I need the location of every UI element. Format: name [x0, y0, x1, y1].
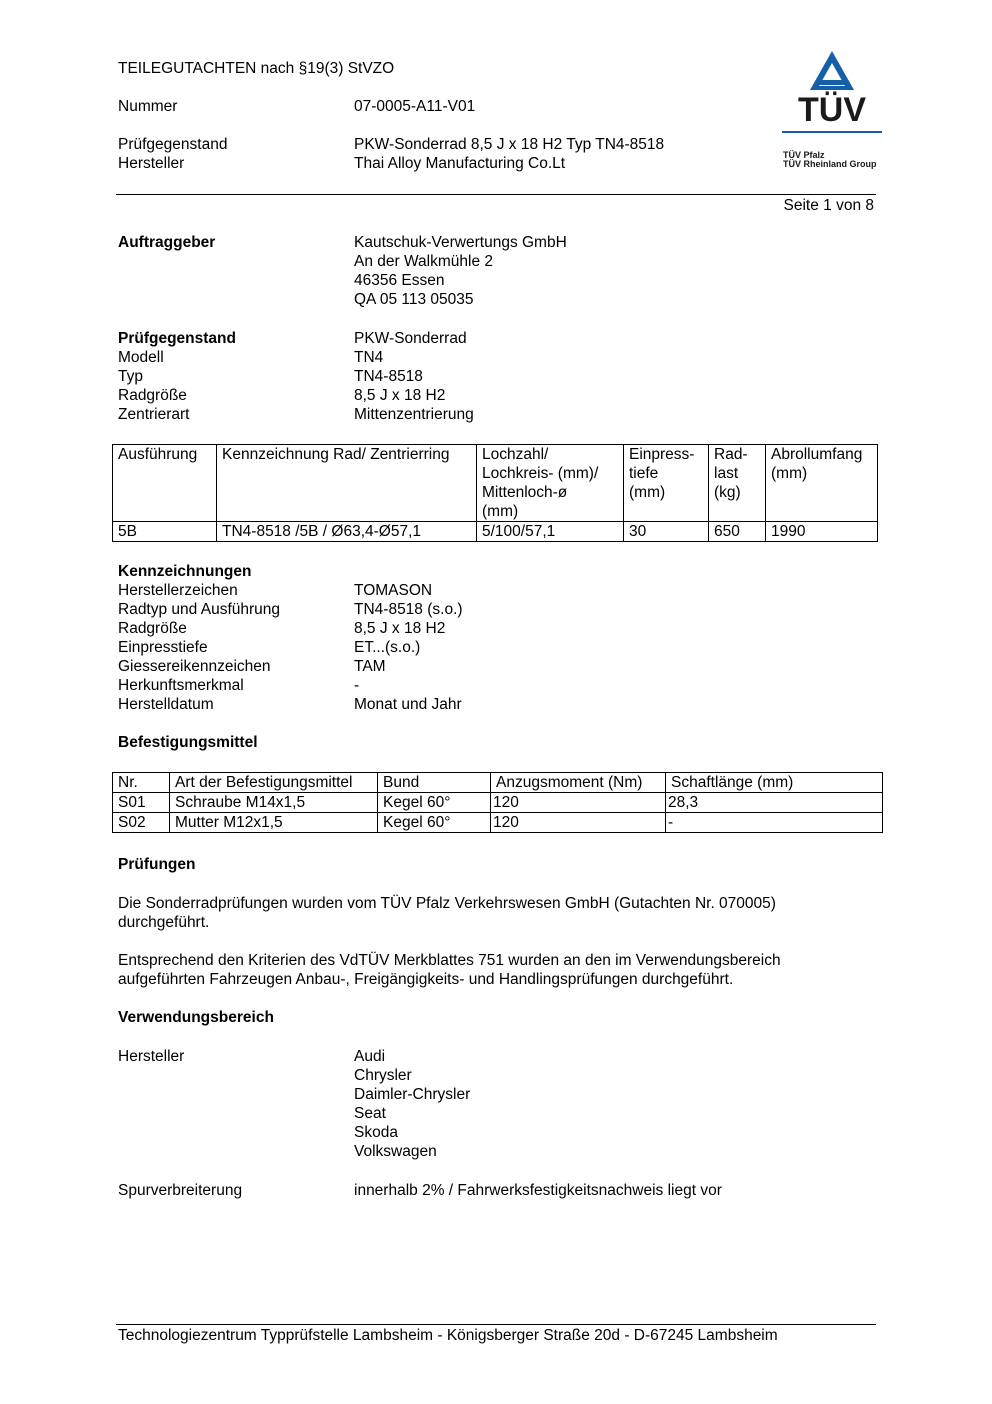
pruefgegenstand-value: PKW-Sonderrad 8,5 J x 18 H2 Typ TN4-8518 — [354, 136, 665, 153]
table-header-cell: Ausführung — [113, 445, 217, 522]
table-header-cell: Abrollumfang (mm) — [766, 445, 878, 522]
kennzeichnung-label: Radgröße — [118, 620, 187, 637]
modell-value: TN4 — [354, 349, 384, 366]
table-cell: 120 — [491, 793, 666, 813]
table-row — [113, 522, 878, 542]
header-divider — [116, 194, 876, 195]
table-cell: 5/100/57,1 — [477, 522, 624, 542]
tuev-logo-word: TÜV — [798, 91, 866, 129]
pruefungen-heading: Prüfungen — [118, 856, 196, 873]
kennzeichnung-label: Herstelldatum — [118, 696, 214, 713]
table-cell: 1990 — [766, 522, 878, 542]
kennzeichnung-value: ET...(s.o.) — [354, 639, 421, 656]
kennzeichnung-label: Herstellerzeichen — [118, 582, 238, 599]
kennzeichnung-label: Herkunftsmerkmal — [118, 677, 244, 694]
auftraggeber-line: An der Walkmühle 2 — [354, 253, 493, 270]
befestigungsmittel-table — [112, 772, 883, 833]
pruefgegenstand-label: Prüfgegenstand — [118, 136, 228, 153]
table-cell: - — [666, 813, 883, 833]
hersteller-list-item: Audi — [354, 1048, 386, 1065]
tuev-logo — [780, 48, 884, 173]
auftraggeber-line: 46356 Essen — [354, 272, 445, 289]
pruefgegenstand-heading: Prüfgegenstand — [118, 330, 236, 347]
hersteller-value: Thai Alloy Manufacturing Co.Lt — [354, 155, 566, 172]
table-cell: 28,3 — [666, 793, 883, 813]
pruefungen-paragraph-line: Die Sonderradprüfungen wurden vom TÜV Pfalz Verkehrswesen GmbH (Gutachten Nr. 070005) — [118, 895, 776, 912]
kennzeichnung-label: Giessereikennzeichen — [118, 658, 271, 675]
modell-label: Modell — [118, 349, 164, 366]
typ-value: TN4-8518 — [354, 368, 423, 385]
document-title: TEILEGUTACHTEN nach §19(3) StVZO — [118, 60, 395, 77]
table-cell: Mutter M12x1,5 — [170, 813, 378, 833]
table-row — [113, 813, 883, 833]
radgroesse-value: 8,5 J x 18 H2 — [354, 387, 446, 404]
auftraggeber-line: Kautschuk-Verwertungs GmbH — [354, 234, 567, 251]
table-cell: 650 — [709, 522, 766, 542]
kennzeichnungen-heading: Kennzeichnungen — [118, 563, 252, 580]
table-header-cell: Kennzeichnung Rad/ Zentrierring — [217, 445, 477, 522]
nummer-value: 07-0005-A11-V01 — [354, 98, 476, 115]
kennzeichnung-value: TAM — [354, 658, 386, 675]
table-row — [113, 793, 883, 813]
table-header-cell: Rad- last (kg) — [709, 445, 766, 522]
table-cell: S02 — [113, 813, 170, 833]
verwendungsbereich-heading: Verwendungsbereich — [118, 1009, 274, 1026]
radgroesse-label: Radgröße — [118, 387, 187, 404]
kennzeichnung-value: - — [354, 677, 360, 694]
table-cell: TN4-8518 /5B / Ø63,4-Ø57,1 — [217, 522, 477, 542]
auftraggeber-label: Auftraggeber — [118, 234, 216, 251]
pruefgegenstand-heading-value: PKW-Sonderrad — [354, 330, 467, 347]
verwendung-hersteller-label: Hersteller — [118, 1048, 185, 1065]
hersteller-list-item: Skoda — [354, 1124, 398, 1141]
footer-text: Technologiezentrum Typprüfstelle Lambsheim - Königsberger Straße 20d - D-67245 Lambsheim — [118, 1327, 778, 1344]
table-cell: Schraube M14x1,5 — [170, 793, 378, 813]
table-header-cell: Anzugsmoment (Nm) — [491, 773, 666, 793]
kennzeichnung-value: TN4-8518 (s.o.) — [354, 601, 463, 618]
kennzeichnung-value: 8,5 J x 18 H2 — [354, 620, 446, 637]
table-cell: 30 — [624, 522, 709, 542]
pruefungen-paragraph-line: durchgeführt. — [118, 914, 210, 931]
kennzeichnung-value: Monat und Jahr — [354, 696, 462, 713]
tuev-logo-line1: TÜV Pfalz — [783, 150, 825, 160]
typ-label: Typ — [118, 368, 143, 385]
table-header-cell: Lochzahl/ Lochkreis- (mm)/ Mittenloch-ø (mm) — [477, 445, 624, 522]
auftraggeber-line: QA 05 113 05035 — [354, 291, 474, 308]
hersteller-list-item: Seat — [354, 1105, 386, 1122]
pruefungen-paragraph-line: aufgeführten Fahrzeugen Anbau-, Freigängigkeits- und Handlingsprüfungen durchgeführt. — [118, 971, 734, 988]
kennzeichnung-label: Radtyp und Ausführung — [118, 601, 281, 618]
page-number: Seite 1 von 8 — [783, 197, 874, 214]
table-cell: Kegel 60° — [378, 813, 491, 833]
footer-divider — [116, 1324, 876, 1325]
table-header-row — [113, 445, 878, 522]
table-header-cell: Art der Befestigungsmittel — [170, 773, 378, 793]
hersteller-list-item: Volkswagen — [354, 1143, 437, 1160]
hersteller-label: Hersteller — [118, 155, 185, 172]
table-header-cell: Bund — [378, 773, 491, 793]
tuev-logo-line2: TÜV Rheinland Group — [783, 159, 877, 169]
table-header-cell: Nr. — [113, 773, 170, 793]
hersteller-list-item: Chrysler — [354, 1067, 412, 1084]
kennzeichnung-label: Einpresstiefe — [118, 639, 208, 656]
spurverbreiterung-label: Spurverbreiterung — [118, 1182, 243, 1199]
table-cell: S01 — [113, 793, 170, 813]
table-header-row — [113, 773, 883, 793]
table-cell: 120 — [491, 813, 666, 833]
rad-table — [112, 444, 878, 542]
spurverbreiterung-value: innerhalb 2% / Fahrwerksfestigkeitsnachweis liegt vor — [354, 1182, 722, 1199]
hersteller-list-item: Daimler-Chrysler — [354, 1086, 471, 1103]
nummer-label: Nummer — [118, 98, 178, 115]
table-header-cell: Einpress- tiefe (mm) — [624, 445, 709, 522]
zentrierart-value: Mittenzentrierung — [354, 406, 474, 423]
table-cell: Kegel 60° — [378, 793, 491, 813]
table-cell: 5B — [113, 522, 217, 542]
kennzeichnung-value: TOMASON — [354, 582, 433, 599]
table-header-cell: Schaftlänge (mm) — [666, 773, 883, 793]
pruefungen-paragraph-line: Entsprechend den Kriterien des VdTÜV Merkblattes 751 wurden an den im Verwendungsbereich — [118, 952, 781, 969]
zentrierart-label: Zentrierart — [118, 406, 190, 423]
befestigungsmittel-heading: Befestigungsmittel — [118, 734, 258, 751]
